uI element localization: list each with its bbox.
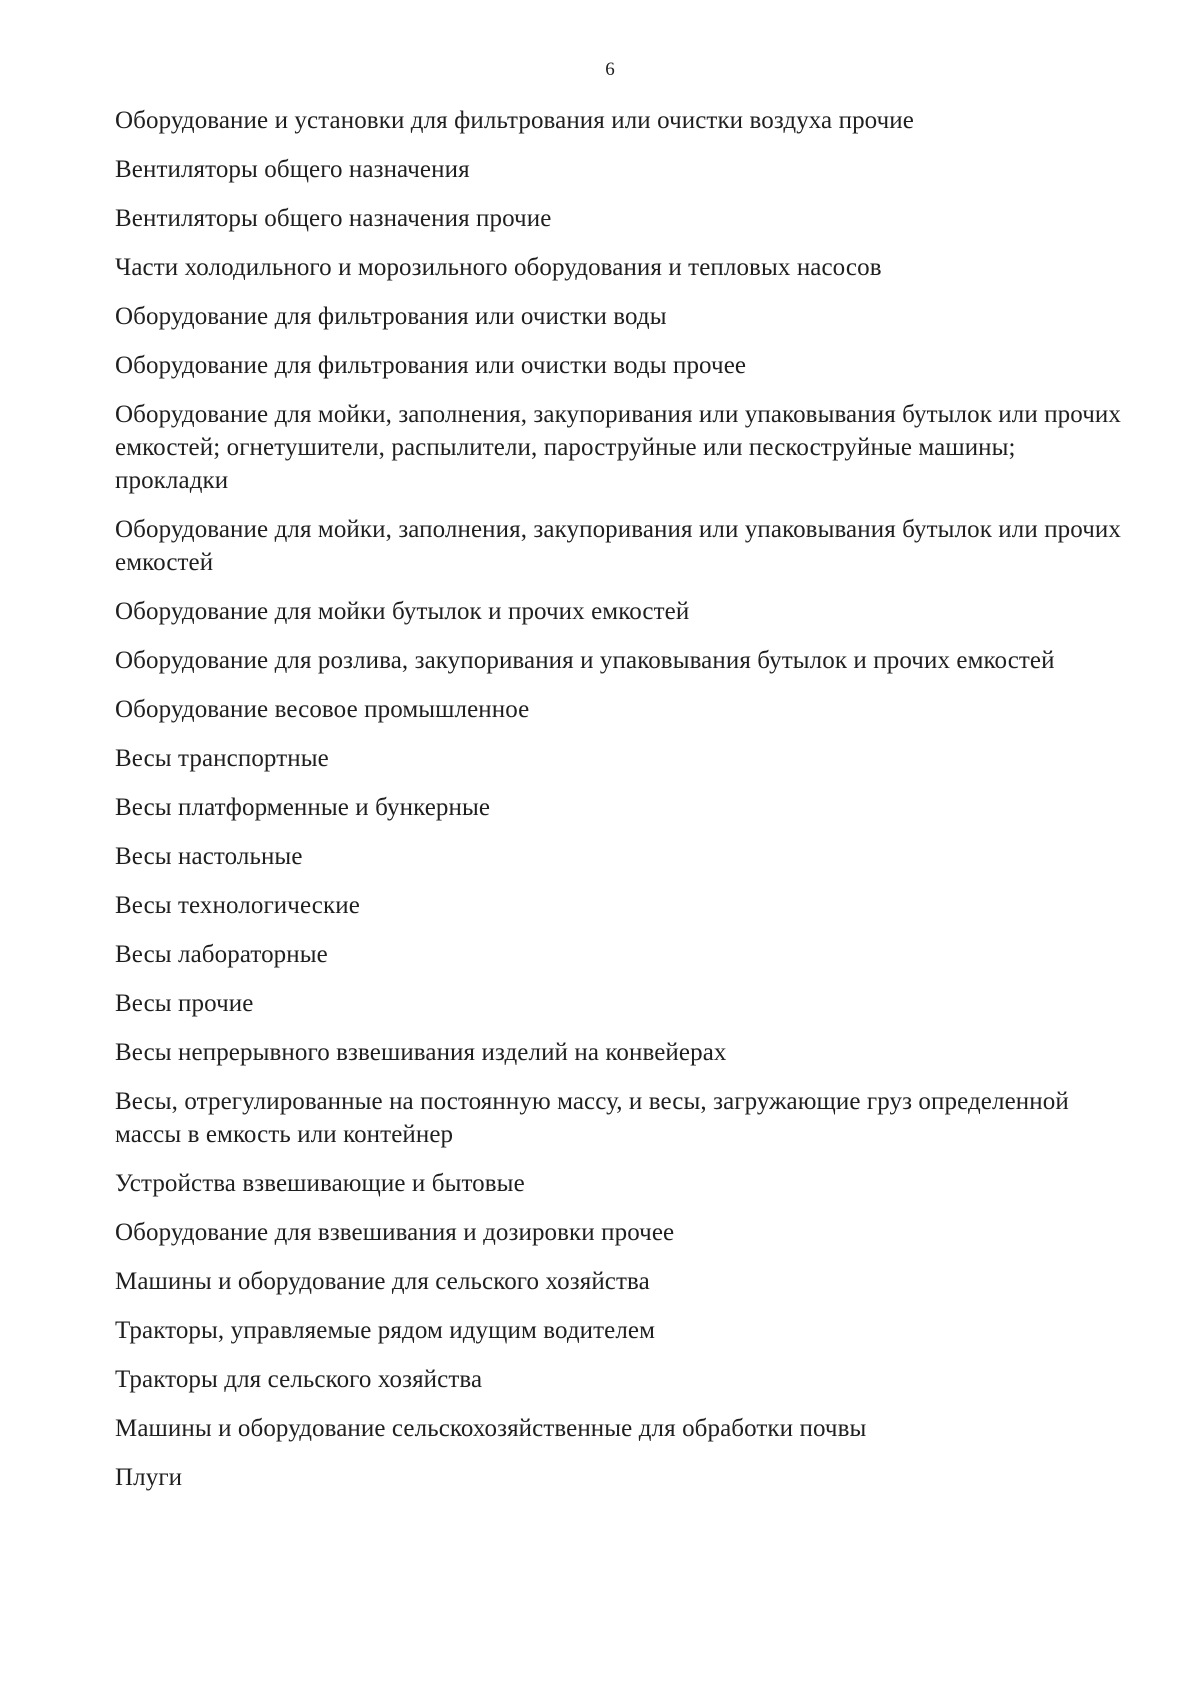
list-item: Весы прочие [115,990,254,1017]
list-item: Плуги [115,1464,183,1491]
list-item: Весы транспортные [115,745,329,772]
list-item: Весы лабораторные [115,941,328,968]
list-item: Оборудование весовое промышленное [115,696,530,723]
list-item: Вентиляторы общего назначения прочие [115,205,552,232]
list-item: Оборудование для мойки бутылок и прочих емкостей [115,598,690,625]
list-item: Вентиляторы общего назначения [115,156,470,183]
list-item: Весы настольные [115,843,303,870]
list-item: Оборудование для фильтрования или очистки воды [115,303,667,330]
list-item: Весы технологические [115,892,360,919]
list-item: Оборудование для взвешивания и дозировки прочее [115,1219,675,1246]
list-item: Весы платформенные и бункерные [115,794,491,821]
list-item: Оборудование и установки для фильтрования или очистки воздуха прочие [115,107,914,134]
list-item: Тракторы для сельского хозяйства [115,1366,483,1393]
page-number: 6 [605,59,615,80]
equipment-list [115,104,1125,1510]
list-item: Весы, отрегулированные на постоянную массу, и весы, загружающие груз определенной массы в емкость или контейнер [115,1088,1069,1148]
list-item: Оборудование для мойки, заполнения, закупоривания или упаковывания бутылок или прочих емкостей [115,516,1121,576]
list-item: Тракторы, управляемые рядом идущим водителем [115,1317,656,1344]
list-item: Машины и оборудование сельскохозяйственные для обработки почвы [115,1415,867,1442]
list-item: Оборудование для мойки, заполнения, закупоривания или упаковывания бутылок или прочих емкостей; огнетушители, распылители, пароструйные или пескоструйные машины; прокладки [115,401,1121,494]
list-item: Машины и оборудование для сельского хозяйства [115,1268,650,1295]
list-item: Оборудование для розлива, закупоривания и упаковывания бутылок и прочих емкостей [115,647,1055,674]
list-item: Части холодильного и морозильного оборудования и тепловых насосов [115,254,882,281]
list-item: Весы непрерывного взвешивания изделий на конвейерах [115,1039,727,1066]
list-item: Оборудование для фильтрования или очистки воды прочее [115,352,747,379]
list-item: Устройства взвешивающие и бытовые [115,1170,525,1197]
